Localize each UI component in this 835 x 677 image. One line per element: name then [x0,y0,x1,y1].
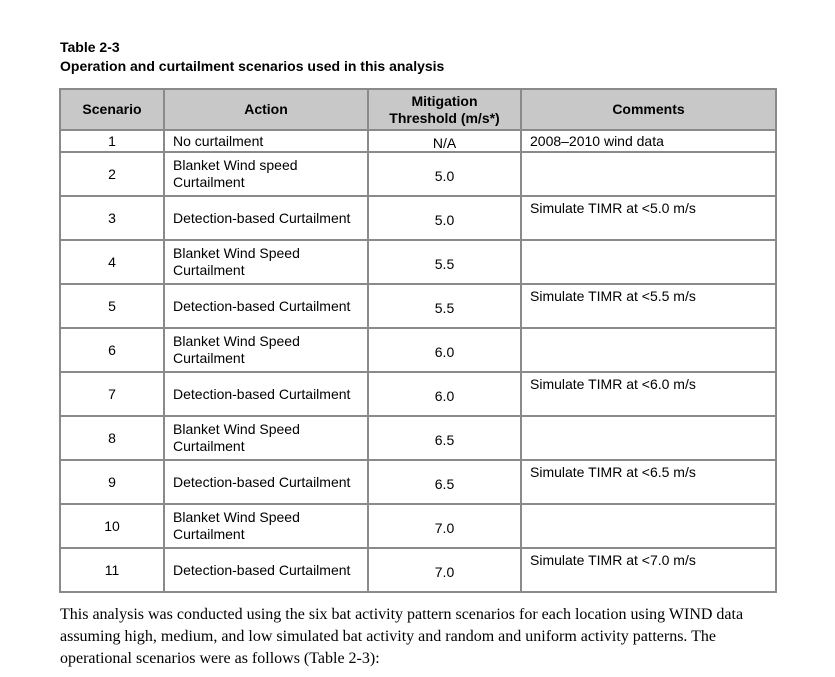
scenario-cell [60,416,164,460]
comments-cell [521,548,776,592]
scenario-cell-text: 10 [104,517,120,534]
threshold-cell-text: 6.5 [434,431,455,448]
scenario-cell [60,504,164,548]
scenario-cell-text: 3 [108,209,116,226]
table-row [60,504,776,548]
action-cell-text: Blanket Wind Speed Curtailment [173,333,300,366]
action-cell-text: Blanket Wind Speed Curtailment [173,245,300,278]
threshold-cell [368,196,521,240]
table-title: Operation and curtailment scenarios used in this analysis [60,58,445,74]
comments-cell-text: Simulate TIMR at <5.0 m/s [530,200,696,216]
threshold-cell [368,416,521,460]
header-threshold: Mitigation Threshold (m/s*) [368,89,521,130]
action-cell [164,130,368,152]
body-paragraph: This analysis was conducted using the six bat activity pattern scenarios for each location using WIND data assuming high, medium, and low simulated bat activity and random and uniform activity patterns. The operational scenarios were as follows (Table 2-3): [60,606,744,667]
action-cell [164,504,368,548]
action-cell-text: Blanket Wind Speed Curtailment [173,509,300,542]
threshold-cell-text: 6.0 [434,387,455,404]
header-scenario: Scenario [60,89,164,130]
scenario-cell-text: 11 [104,561,120,578]
scenario-cell [60,152,164,196]
scenario-cell-text: 1 [108,132,116,149]
scenario-cell-text: 4 [108,253,116,270]
action-cell [164,152,368,196]
action-cell-text: Blanket Wind Speed Curtailment [173,421,300,454]
threshold-cell-text: 5.5 [434,299,455,316]
threshold-cell [368,284,521,328]
comments-cell-text: Simulate TIMR at <5.5 m/s [530,288,696,304]
scenario-table [59,88,777,593]
action-cell [164,328,368,372]
action-cell [164,460,368,504]
threshold-cell-text: 6.0 [434,343,455,360]
threshold-cell-text: 7.0 [434,563,455,580]
threshold-cell-text: 6.5 [434,475,455,492]
threshold-cell [368,240,521,284]
comments-cell [521,196,776,240]
action-cell-text: Detection-based Curtailment [173,209,351,226]
table-body [60,130,776,592]
comments-cell [521,460,776,504]
table-row [60,460,776,504]
action-cell-text: Detection-based Curtailment [173,297,351,314]
action-cell-text: Blanket Wind speed Curtailment [173,157,298,190]
threshold-cell-text: 5.0 [434,167,455,184]
comments-cell [521,504,776,548]
scenario-cell [60,240,164,284]
threshold-cell [368,460,521,504]
table-row [60,284,776,328]
header-comments: Comments [521,89,776,130]
threshold-cell [368,328,521,372]
action-cell-text: Detection-based Curtailment [173,473,351,490]
action-cell-text: No curtailment [173,132,264,149]
table-row [60,152,776,196]
table-number: Table 2-3 [60,39,120,55]
table-header-row [60,89,776,130]
scenario-cell-text: 9 [108,473,116,490]
action-cell [164,548,368,592]
action-cell-text: Detection-based Curtailment [173,385,351,402]
threshold-cell-text: N/A [432,134,457,151]
action-cell [164,284,368,328]
table-row [60,372,776,416]
comments-cell [521,328,776,372]
comments-cell-text: Simulate TIMR at <6.5 m/s [530,464,696,480]
scenario-cell-text: 7 [108,385,116,402]
header-action: Action [164,89,368,130]
scenario-cell [60,372,164,416]
scenario-cell [60,196,164,240]
scenario-cell-text: 6 [108,341,116,358]
scenario-cell [60,284,164,328]
action-cell-text: Detection-based Curtailment [173,561,351,578]
comments-cell [521,152,776,196]
threshold-cell-text: 5.0 [434,211,455,228]
action-cell [164,372,368,416]
threshold-cell [368,372,521,416]
scenario-cell [60,130,164,152]
scenario-cell-text: 8 [108,429,116,446]
threshold-cell-text: 5.5 [434,255,455,272]
action-cell [164,240,368,284]
table-row [60,196,776,240]
scenario-cell [60,328,164,372]
table-row [60,130,776,152]
scenario-cell [60,460,164,504]
comments-cell [521,284,776,328]
comments-cell-text: Simulate TIMR at <7.0 m/s [530,552,696,568]
threshold-cell [368,548,521,592]
table-row [60,548,776,592]
comments-cell [521,130,776,152]
comments-cell-text: 2008–2010 wind data [530,132,664,149]
scenario-cell-text: 5 [108,297,116,314]
action-cell [164,196,368,240]
threshold-cell [368,504,521,548]
action-cell [164,416,368,460]
comments-cell [521,240,776,284]
comments-cell-text: Simulate TIMR at <6.0 m/s [530,376,696,392]
table-row [60,416,776,460]
scenario-cell [60,548,164,592]
threshold-cell [368,130,521,152]
table-row [60,328,776,372]
comments-cell [521,372,776,416]
threshold-cell-text: 7.0 [434,519,455,536]
scenario-cell-text: 2 [108,165,116,182]
comments-cell [521,416,776,460]
table-row [60,240,776,284]
threshold-cell [368,152,521,196]
